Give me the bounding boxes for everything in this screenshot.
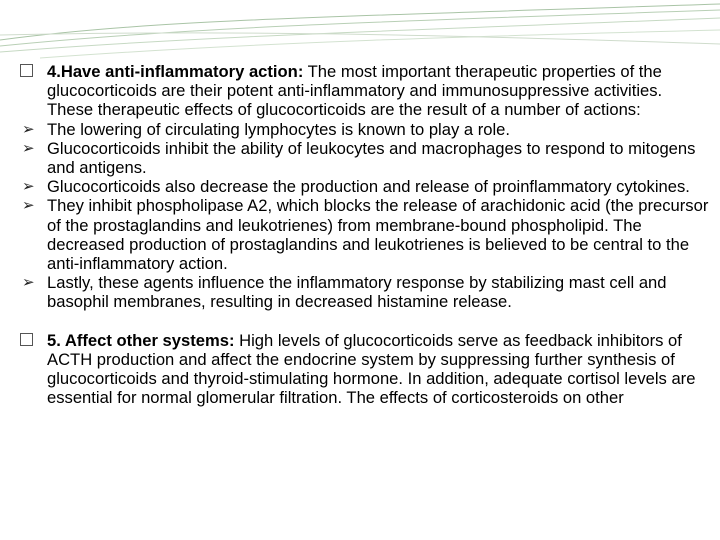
section-heading: 4.Have anti-inflammatory action: [47,62,304,81]
section-intro: The most important therapeutic properties of the glucocorticoids are their potent anti-inflammatory and immunosuppressive activities. These therapeutic effects of glucocorticoids are the result of a number of actions: [47,62,663,120]
section-anti-inflammatory [20,62,710,120]
arrow-bullet-icon: ➢ [22,178,35,196]
list-item: ➢ The lowering of circulating lymphocytes is known to play a role. [22,119,510,139]
spacer [20,312,710,331]
list-item: ➢ Glucocorticoids inhibit the ability of leukocytes and macrophages to respond to mitogens and antigens. [22,138,696,178]
list-item: ➢ Glucocorticoids also decrease the production and release of proinflammatory cytokines. [22,177,690,197]
section-intro: High levels of glucocorticoids serve as feedback inhibitors of ACTH production and affect the endocrine system by suppressing further synthesis of glucocorticoids and thyroid-stimulating hormone. In addition, adequate cortisol levels are essential for normal glomerular filtration. The effects of corticosteroids on other [47,330,696,408]
decorative-header-lines [0,0,720,60]
arrow-bullet-icon: ➢ [22,139,35,157]
section-heading: 5. Affect other systems: [47,330,235,350]
square-bullet-icon [20,333,33,346]
slide-content [20,62,710,407]
arrow-bullet-icon: ➢ [22,120,35,138]
list-item: ➢ Lastly, these agents influence the inflammatory response by stabilizing mast cell and basophil membranes, resulting in decreased histamine release. [22,273,667,312]
list-item: ➢ They inhibit phospholipase A2, which blocks the release of arachidonic acid (the precursor of the prostaglandins and leukotrienes) from membrane-bound phospholipid. The decreased production of prostaglandins and leukotrienes is believed to be central to the anti-inflammatory action. [22,196,709,274]
square-bullet-icon [20,64,33,77]
section-other-systems [20,331,710,408]
arrow-bullet-icon: ➢ [22,274,35,292]
arrow-bullet-icon: ➢ [22,197,35,215]
